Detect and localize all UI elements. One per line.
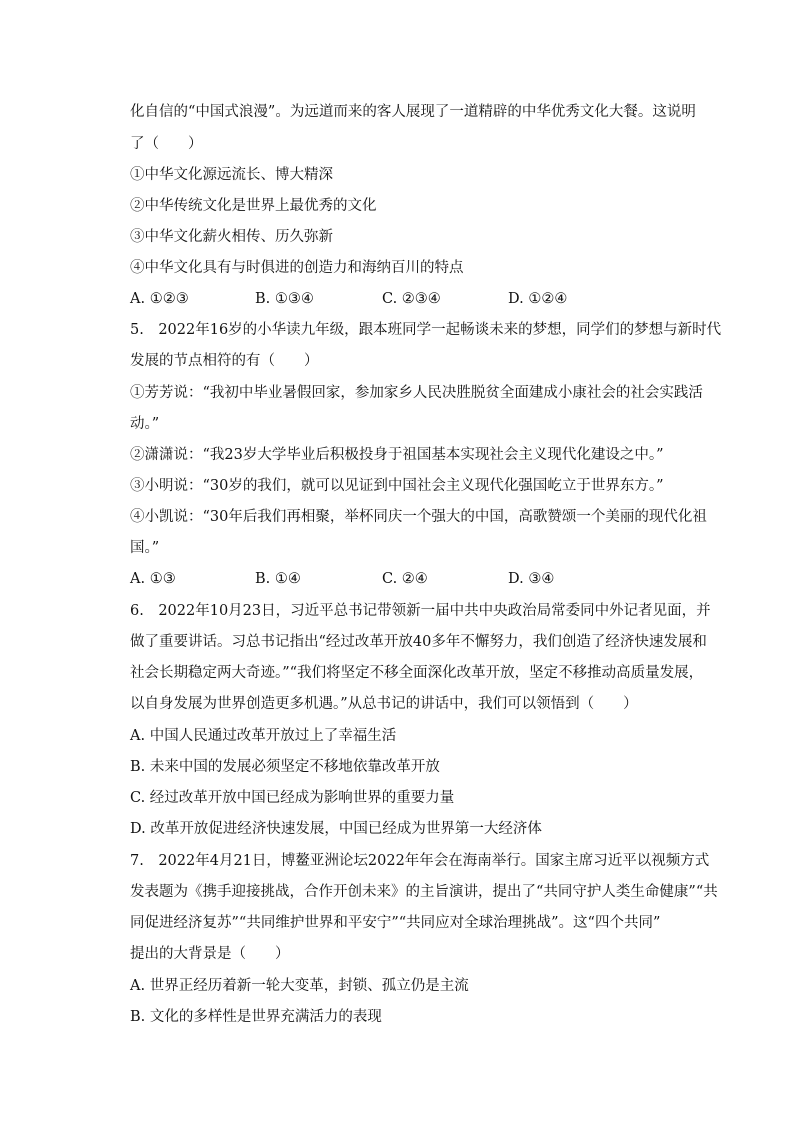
q4-option-b: B. ①③④ [255, 291, 314, 307]
q5-stem-line: 发展的节点相符的有（ ） [130, 353, 319, 369]
q4-option-a: A. ①②③ [130, 291, 189, 307]
q5-option-c: C. ②④ [382, 571, 428, 587]
q5-options [130, 569, 690, 589]
q6-option-b: B. 未来中国的发展必须坚定不移地依靠改革开放 [130, 759, 440, 775]
q6-stem-line: 做了重要讲话。习总书记指出“经过改革开放40多年不懈努力，我们创造了经济快速发展和 [130, 634, 707, 650]
q7-stem-line: 同促进经济复苏”“共同维护世界和平安宁”“共同应对全球治理挑战”。这“四个共同” [130, 915, 661, 931]
q5-stem-line: 5. 2022年16岁的小华读九年级，跟本班同学一起畅谈未来的梦想，同学们的梦想与新时代 [130, 322, 722, 338]
q7-option-b: B. 文化的多样性是世界充满活力的表现 [130, 1009, 382, 1025]
q4-options [130, 289, 690, 309]
q5-statement: 国。” [130, 540, 160, 556]
q5-option-b: B. ①④ [255, 571, 301, 587]
q6-stem-line: 以自身发展为世界创造更多机遇。”从总书记的讲话中，我们可以领悟到（ ） [130, 696, 638, 712]
q7-stem-line: 提出的大背景是（ ） [130, 946, 290, 962]
q7-option-a: A. 世界正经历着新一轮大变革，封锁、孤立仍是主流 [130, 978, 469, 994]
q4-option-c: C. ②③④ [382, 291, 441, 307]
q5-statement: ①芳芳说：“我初中毕业暑假回家，参加家乡人民决胜脱贫全面建成小康社会的社会实践活 [130, 385, 703, 401]
q5-statement: ④小凯说：“30年后我们再相聚，举杯同庆一个强大的中国，高歌赞颂一个美丽的现代化祖 [130, 509, 707, 525]
q5-option-d: D. ③④ [508, 571, 555, 587]
q5-statement: ③小明说：“30岁的我们，就可以见证到中国社会主义现代化强国屹立于世界东方。” [130, 478, 664, 494]
q6-stem-line: 社会长期稳定两大奇迹。”“我们将坚定不移全面深化改革开放，坚定不移推动高质量发展， [130, 665, 704, 681]
q7-stem-line: 发表题为《携手迎接挑战，合作开创未来》的主旨演讲，提出了“共同守护人类生命健康”“共 [130, 884, 718, 900]
q6-option-c: C. 经过改革开放中国已经成为影响世界的重要力量 [130, 790, 455, 806]
q4-statement: ④中华文化具有与时俱进的创造力和海纳百川的特点 [130, 260, 464, 276]
q5-option-a: A. ①③ [130, 571, 176, 587]
intro-line: 了（ ） [130, 136, 203, 152]
q4-statement: ①中华文化源远流长、博大精深 [130, 167, 333, 183]
q5-statement: 动。” [130, 416, 160, 432]
q5-statement: ②潇潇说：“我23岁大学毕业后积极投身于祖国基本实现社会主义现代化建设之中。” [130, 447, 664, 463]
intro-line: 化自信的“中国式浪漫”。为远道而来的客人展现了一道精辟的中华优秀文化大餐。这说明 [130, 104, 696, 120]
q6-stem-line: 6. 2022年10月23日，习近平总书记带领新一届中共中央政治局常委同中外记者见面，并 [130, 603, 711, 619]
q7-stem-line: 7. 2022年4月21日，博鳌亚洲论坛2022年年会在海南举行。国家主席习近平以视频方式 [130, 853, 710, 869]
q6-option-a: A. 中国人民通过改革开放过上了幸福生活 [130, 728, 397, 744]
q4-statement: ③中华文化薪火相传、历久弥新 [130, 229, 333, 245]
q6-option-d: D. 改革开放促进经济快速发展，中国已经成为世界第一大经济体 [130, 821, 542, 837]
q4-option-d: D. ①②④ [508, 291, 568, 307]
q4-statement: ②中华传统文化是世界上最优秀的文化 [130, 198, 377, 214]
